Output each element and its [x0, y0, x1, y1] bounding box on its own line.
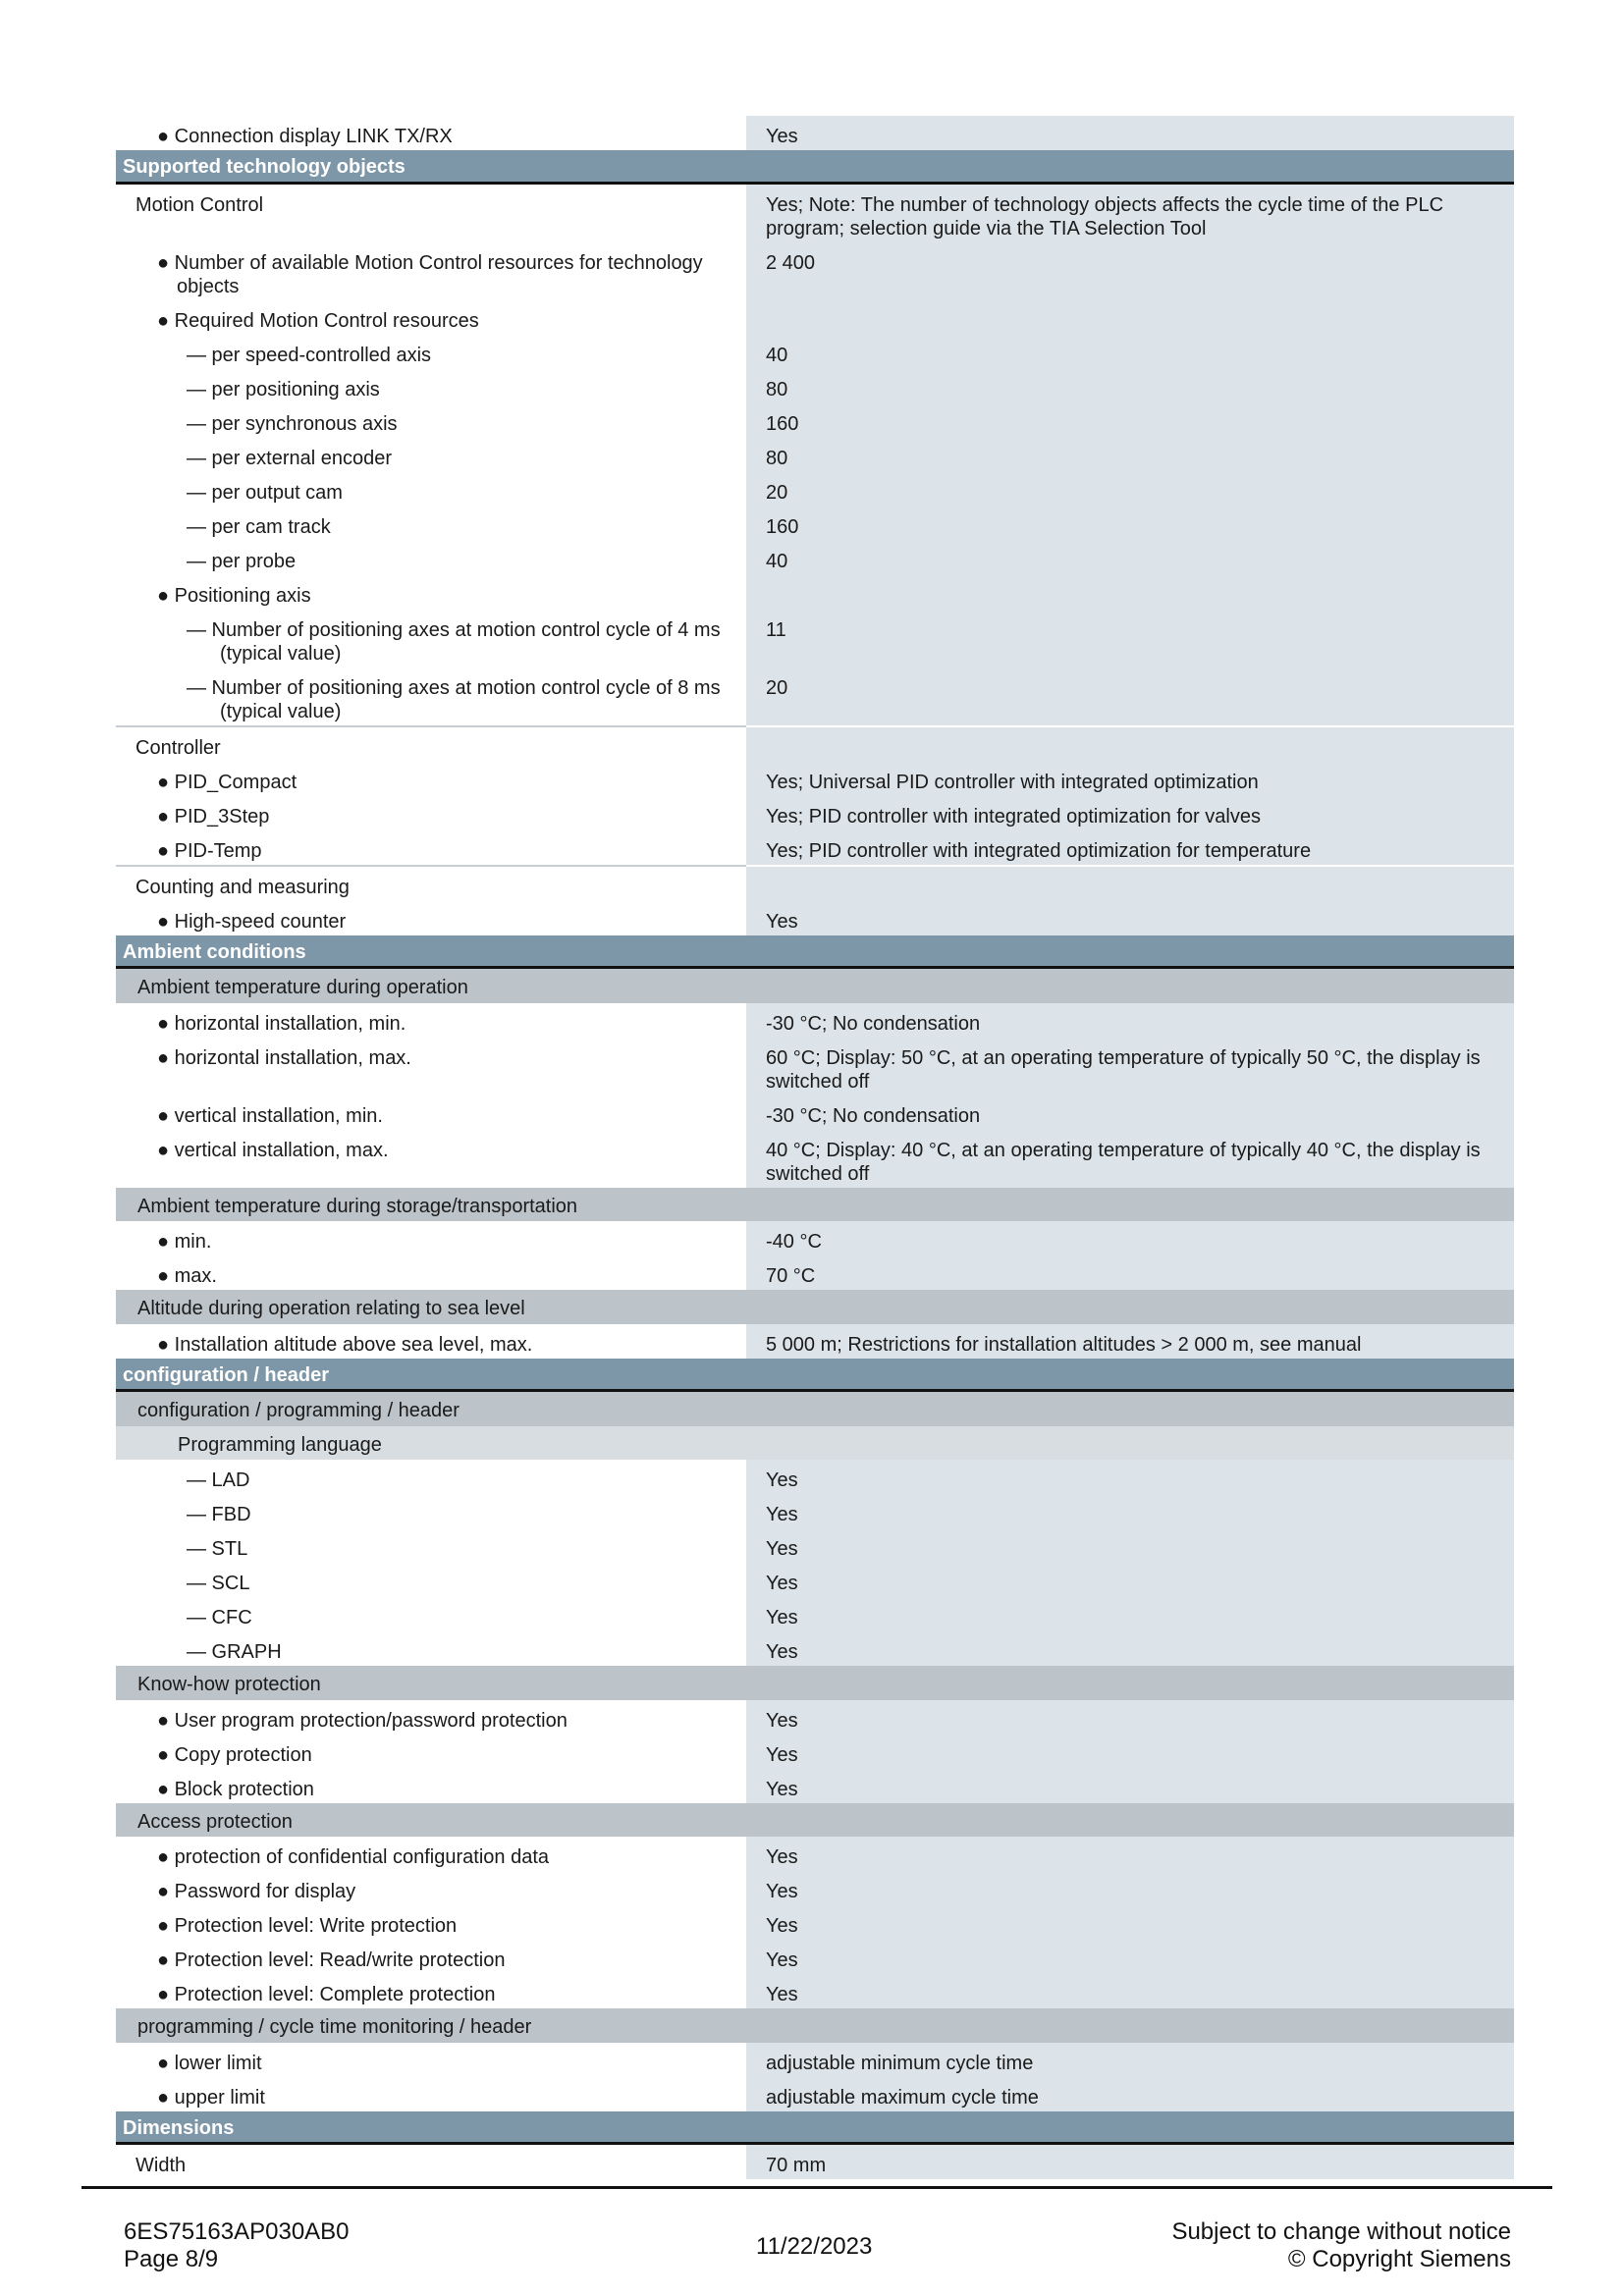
spec-value: Yes [746, 1631, 1514, 1666]
header-label: Dimensions [123, 2116, 235, 2139]
footer-left [124, 2218, 350, 2273]
spec-value: 40 [746, 541, 1514, 575]
spec-value: Yes; PID controller with integrated optimization for temperature [746, 830, 1514, 867]
spec-value: 160 [746, 403, 1514, 438]
footer-date: 11/22/2023 [756, 2233, 873, 2260]
spec-row [116, 1631, 1514, 1666]
group-header [116, 1426, 1514, 1461]
header-label: configuration / programming / header [137, 1400, 460, 1421]
spec-label: ● lower limit [157, 2052, 262, 2074]
spec-label: ● vertical installation, max. [157, 1139, 389, 1161]
spec-value [746, 300, 1514, 335]
spec-value: -40 °C [746, 1221, 1514, 1255]
spec-row [116, 116, 1514, 150]
header-label: Supported technology objects [123, 156, 406, 178]
spec-row [116, 610, 1514, 667]
page-number: Page 8/9 [124, 2246, 219, 2272]
spec-label: ● min. [157, 1231, 212, 1253]
spec-label: — FBD [187, 1504, 251, 1525]
spec-value: -30 °C; No condensation [746, 1003, 1514, 1038]
spec-value: Yes [746, 1528, 1514, 1563]
spec-label: ● horizontal installation, min. [157, 1012, 406, 1035]
spec-value: Yes [746, 1597, 1514, 1631]
spec-value: 2 400 [746, 242, 1514, 300]
spec-row [116, 867, 1514, 901]
spec-label: ● Protection level: Read/write protection [157, 1949, 506, 1971]
group-header [116, 1666, 1514, 1700]
spec-label: ● Connection display LINK TX/RX [157, 126, 453, 147]
spec-value: Yes [746, 901, 1514, 935]
group-header [116, 1392, 1514, 1426]
header-label: programming / cycle time monitoring / header [137, 2016, 532, 2038]
spec-value: 60 °C; Display: 50 °C, at an operating temperature of typically 50 °C, the display is switched off [746, 1038, 1514, 1095]
spec-value: Yes [746, 1871, 1514, 1905]
group-header [116, 1803, 1514, 1838]
spec-row [116, 507, 1514, 541]
spec-value: 80 [746, 369, 1514, 403]
header-label: Altitude during operation relating to sea level [137, 1298, 525, 1319]
spec-value: Yes; Note: The number of technology objects affects the cycle time of the PLC program; selection guide via the TIA Selection Tool [746, 185, 1514, 242]
spec-value: Yes [746, 1974, 1514, 2008]
spec-row [116, 1563, 1514, 1597]
spec-label: ● Protection level: Write protection [157, 1915, 458, 1937]
spec-value: 11 [746, 610, 1514, 667]
spec-value: Yes [746, 1563, 1514, 1597]
spec-row [116, 472, 1514, 507]
header-label: Know-how protection [137, 1674, 321, 1695]
spec-label: Width [135, 2155, 187, 2176]
spec-label: ● Protection level: Complete protection [157, 1984, 496, 2005]
spec-row [116, 2043, 1514, 2077]
spec-row [116, 1255, 1514, 1290]
spec-row [116, 762, 1514, 796]
spec-label: — per positioning axis [187, 378, 380, 400]
spec-row [116, 369, 1514, 403]
spec-value: Yes [746, 1460, 1514, 1494]
spec-label: — Number of positioning axes at motion control cycle of 8 ms (typical value) [116, 667, 746, 727]
spec-row [116, 727, 1514, 762]
spec-label: ● vertical installation, min. [157, 1104, 383, 1127]
spec-value: Yes [746, 116, 1514, 150]
header-label: Ambient conditions [123, 940, 306, 963]
spec-value: Yes [746, 1905, 1514, 1940]
spec-row [116, 185, 1514, 242]
spec-row [116, 1974, 1514, 2008]
spec-row [116, 1940, 1514, 1974]
spec-row [116, 796, 1514, 830]
spec-row [116, 1905, 1514, 1940]
section-header [116, 2111, 1514, 2146]
spec-value: 40 °C; Display: 40 °C, at an operating temperature of typically 40 °C, the display is switched off [746, 1130, 1514, 1188]
spec-row [116, 1003, 1514, 1038]
spec-row [116, 1597, 1514, 1631]
spec-label: ● Positioning axis [157, 584, 311, 607]
spec-label: ● User program protection/password protection [157, 1709, 568, 1732]
spec-value: 70 mm [746, 2145, 1514, 2179]
spec-row [116, 2077, 1514, 2111]
change-notice: Subject to change without notice [1171, 2218, 1511, 2245]
group-header [116, 2008, 1514, 2043]
spec-row [116, 1528, 1514, 1563]
spec-row [116, 1871, 1514, 1905]
spec-row [116, 335, 1514, 369]
section-header [116, 935, 1514, 970]
section-header [116, 150, 1514, 185]
spec-row [116, 242, 1514, 300]
spec-value: Yes [746, 1940, 1514, 1974]
spec-row [116, 575, 1514, 610]
spec-label: ● High-speed counter [157, 910, 347, 933]
spec-label: ● Copy protection [157, 1743, 312, 1766]
spec-value: 20 [746, 472, 1514, 507]
spec-row [116, 300, 1514, 335]
spec-row [116, 1095, 1514, 1130]
spec-row [116, 1130, 1514, 1188]
spec-row [116, 403, 1514, 438]
spec-row [116, 830, 1514, 867]
spec-label: Controller [135, 736, 221, 759]
spec-label: — LAD [187, 1469, 250, 1491]
spec-label: Motion Control [135, 193, 264, 216]
spec-label: — per synchronous axis [187, 412, 398, 435]
spec-row [116, 1038, 1514, 1095]
spec-label: ● Password for display [157, 1881, 356, 1902]
spec-value [746, 575, 1514, 610]
spec-row [116, 1735, 1514, 1769]
spec-value: Yes [746, 1837, 1514, 1871]
spec-label: Counting and measuring [135, 876, 350, 898]
spec-label: ● PID_3Step [157, 805, 270, 828]
spec-row [116, 438, 1514, 472]
spec-row [116, 1700, 1514, 1735]
spec-label: ● PID-Temp [116, 830, 746, 867]
section-header [116, 1359, 1514, 1393]
spec-value: -30 °C; No condensation [746, 1095, 1514, 1130]
spec-label: — GRAPH [187, 1641, 282, 1663]
spec-label: ● Installation altitude above sea level, max. [157, 1333, 533, 1356]
spec-value: Yes; PID controller with integrated optimization for valves [746, 796, 1514, 830]
spec-row [116, 2145, 1514, 2179]
spec-label: — per probe [187, 550, 297, 572]
header-label: Ambient temperature during operation [137, 977, 468, 998]
group-header [116, 1188, 1514, 1222]
spec-value: 40 [746, 335, 1514, 369]
header-label: configuration / header [123, 1363, 330, 1386]
spec-label: ● Required Motion Control resources [157, 309, 479, 332]
spec-value: 70 °C [746, 1255, 1514, 1290]
spec-label: ● max. [157, 1265, 217, 1287]
spec-label: ● upper limit [157, 2086, 265, 2109]
footer-divider [81, 2186, 1552, 2189]
spec-row [116, 1460, 1514, 1494]
spec-row [116, 1221, 1514, 1255]
spec-value: Yes [746, 1700, 1514, 1735]
group-header [116, 969, 1514, 1003]
spec-row [116, 1324, 1514, 1359]
spec-value: adjustable maximum cycle time [746, 2077, 1514, 2111]
spec-row [116, 541, 1514, 575]
spec-value [746, 867, 1514, 901]
header-label: Access protection [137, 1810, 293, 1833]
spec-label: — per output cam [187, 481, 343, 504]
header-label: Programming language [178, 1433, 382, 1456]
group-header [116, 1290, 1514, 1324]
spec-value: 80 [746, 438, 1514, 472]
spec-label: ● Block protection [157, 1778, 314, 1800]
copyright: © Copyright Siemens [1287, 2246, 1511, 2272]
spec-row [116, 1494, 1514, 1528]
spec-label: — CFC [187, 1607, 252, 1629]
spec-value: Yes [746, 1769, 1514, 1803]
spec-value [746, 727, 1514, 762]
spec-label: — STL [187, 1538, 248, 1560]
spec-label: ● Number of available Motion Control resources for technology objects [157, 251, 703, 297]
spec-value: Yes [746, 1494, 1514, 1528]
spec-value: 20 [746, 667, 1514, 727]
spec-row [116, 667, 1514, 727]
article-number: 6ES75163AP030AB0 [124, 2218, 350, 2245]
spec-row [116, 1837, 1514, 1871]
spec-label: ● protection of confidential configuration data [157, 1846, 550, 1868]
spec-row [116, 901, 1514, 935]
spec-value: adjustable minimum cycle time [746, 2043, 1514, 2077]
spec-value: 160 [746, 507, 1514, 541]
spec-label: ● PID_Compact [157, 771, 298, 793]
spec-value: Yes [746, 1735, 1514, 1769]
spec-value: Yes; Universal PID controller with integrated optimization [746, 762, 1514, 796]
spec-label: — per speed-controlled axis [187, 344, 432, 366]
spec-label: — Number of positioning axes at motion control cycle of 4 ms (typical value) [187, 618, 721, 665]
spec-value: 5 000 m; Restrictions for installation altitudes > 2 000 m, see manual [746, 1324, 1514, 1359]
spec-table [116, 116, 1514, 2179]
spec-label: — per cam track [187, 515, 331, 538]
spec-row [116, 1769, 1514, 1803]
header-label: Ambient temperature during storage/transportation [137, 1195, 578, 1217]
spec-label: — per external encoder [187, 447, 393, 469]
spec-label: — SCL [187, 1573, 250, 1594]
spec-label: ● horizontal installation, max. [157, 1046, 411, 1069]
footer-right [1171, 2218, 1511, 2273]
